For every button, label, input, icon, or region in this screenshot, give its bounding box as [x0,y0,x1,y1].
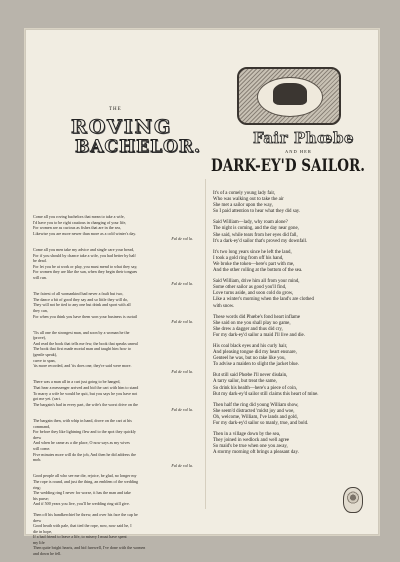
verse-line: For my dark-ey'd sailor so manly, true, and bold. [213,421,309,426]
refrain-line: Fal de ral la. [171,280,193,286]
verse-line: will come. [33,445,51,451]
verse-line: ring; [33,484,41,490]
verse-line: If a bad friend to leave a life, to misery I must have spent [33,534,127,540]
verse-line: For before they like lightning flew and to the spot they quickly [33,429,136,435]
refrain-line: Fal de ral la. [171,236,193,242]
left-stanza [33,473,201,507]
verse-line: The book that first made mortal man and taught him how to [33,346,131,352]
ballad-title-bachelor: BACHELOR. [75,137,201,157]
woodcut-figure [273,83,307,105]
verse-line: She said on me you shall play no game, [213,320,291,326]
verse-line: It's of a comely young lady fair, [213,191,276,196]
verse-line: Then off his handkerchief he threw, and over his face the cap he [33,511,138,517]
verse-line: But still said Phœbe I'll never disdain, [213,373,288,379]
refrain-line: Fal de ral la. [171,462,193,468]
verse-line: Said William—lady, why roam alone? [213,220,288,226]
verse-line: Then in a village down by the sea, [213,432,281,438]
left-stanza [33,247,201,286]
verse-line: These words did Phœbe's fond heart inflame [213,314,300,320]
right-stanza [213,220,377,244]
verse-line: The bargain's bad in every part, the wife's the worst drive on the [33,401,138,407]
verse-line: be dead. [33,258,47,264]
right-stanza [213,250,377,274]
verse-line: Good people all who see me die, rejoice, be glad, no longer my [33,473,137,479]
verse-line: Good heath with pale, that tied the rope, now, now said he, I [33,523,132,529]
verse-line: Oh, welcome, William, I've lands and gold, [213,414,298,420]
verse-line: But my dark-ey'd sailor still claims this heart of mine. [213,391,319,397]
verse-line: they can, [33,307,48,313]
verse-line: There was a man all in a cart just going to be hanged, [33,379,121,385]
verse-line: And read the book that tells me few, the book that speaks unreal [33,340,138,346]
verse-line: For women they are like the sun, when they begin their tongues [33,269,138,275]
refrain-line: Fal de ral la. [171,319,193,325]
verse-line: She drew a dagger and thus did cry, [213,326,283,332]
verse-line: For my dark-ey'd sailor a maid I'll live and die. [213,332,305,338]
right-stanza [213,191,377,215]
verse-line: Then half the ring did young William show, [213,402,299,408]
verse-line: I'd have you to be right cautious in changing of your life, [33,219,127,225]
column-divider [205,179,206,509]
verse-line: And pleasing tongue did my heart ensnare, [213,350,297,356]
refrain-line: Fal de ral la. [171,407,193,413]
verse-line: my life [33,539,45,545]
verse-line: A tarry sailor, but treat the same, [213,379,277,385]
verse-line: The rope is round, and just the thing, an emblem of the wedding [33,478,139,484]
verse-line: To advise a maiden to slight the jacket blue. [213,362,299,368]
verse-line: The bargain then, with whip in hand, drove on the cart at his [33,418,132,423]
verse-line: And the other rolling at the bottom of the sea. [213,268,303,274]
verse-line: with snow. [213,303,235,309]
verse-line: drew [33,434,42,440]
verse-line: Five minutes more will do the job, And then he did address the [33,451,136,457]
verse-line: (prove), [33,335,47,341]
verse-line: Some other sailor as good you'll find, [213,285,287,291]
verse-line: drew [33,517,42,523]
verse-line: Who was walking out to take the air [213,197,284,203]
verse-line: 'tis more recorded, and 'tis does one, they're said were more. [33,363,132,369]
right-ballad-verses [213,191,377,461]
broadside-sheet [24,28,380,557]
left-stanza [33,214,201,242]
verse-line: She met a sailor upon the way, [213,203,273,209]
verse-line: For when you think you have them won your business is curtail [33,313,138,319]
verse-line: The night is coming, and the day near gone, [213,226,299,232]
verse-line: 'Tis all one the strongest man, and soon by a woman he the [33,329,130,335]
refrain-line: Fal de ral la. [171,368,193,374]
verse-line: They will not be tied to any one but drink and sport with all [33,302,131,308]
ballad-title-dark-eyd-sailor: DARK-EY'D SAILOR. [211,156,365,176]
left-stanza [33,379,201,413]
verse-line: They joined in wedlock and well agree [213,438,290,444]
left-stanza [33,512,201,557]
verse-line: I took a gold ring from off his hand, [213,255,284,261]
left-stanza [33,418,201,468]
verse-line: So I paid attention to hear what they did say. [213,209,301,215]
ballad-title-and-her: AND HER [285,149,312,154]
verse-line: Genteel he was, but no rake like you, [213,356,286,362]
verse-line: She said, while tears from her eyes did fall, [213,232,298,238]
verse-line: It's a dark-ey'd sailor that's proved my downfall. [213,238,308,244]
verse-line: will run. [33,274,47,280]
verse-line: and down he fell. [33,551,62,557]
verse-line: Love turns aside, and soon cold do grow, [213,291,294,297]
verse-line: So maid's be true when one you away, [213,444,288,450]
verse-line: To marry a wife he would be quit, but you says he you have not [33,390,138,396]
verse-line: mob. [33,457,42,463]
verse-line: His coal black eyes and his curly hair, [213,343,288,349]
verse-line: Then quite bright hearts, and bid farewell, I've done with the women [33,545,146,551]
printer-emblem-icon [343,487,363,513]
right-stanza [213,279,377,309]
verse-line: And if 500 years you live, you'll be wedding ring still give. [33,501,130,507]
verse-line: The wedding ring I never for worse, it has the man and take [33,490,131,496]
ballad-title-the: THE [109,107,122,112]
ballad-title-fair-phoebe: Fair Phœbe [253,129,355,147]
verse-line: That hear a messenger arrived and bid the cart with him to stand [33,385,139,391]
verse-line: (gentle speak), [33,352,58,358]
ballad-title-roving: ROVING [71,116,173,138]
verse-line: Like a winter's morning when the land's are clothed [213,297,314,303]
verse-line: A stormy morning oft brings a pleasant day. [213,450,299,456]
verse-line: For if you should by chance take a wife, you had better by half [33,252,136,258]
verse-line: For women are as curious as fishes that are in the sea, [33,225,121,231]
left-stanza [33,291,201,325]
verse-line: The fairest of all womankind had never a fault but two, [33,291,124,297]
right-stanza [213,373,377,397]
verse-line: We broke the token—here's part with me, [213,261,295,267]
verse-line: die in hope, [33,528,53,534]
left-ballad-verses [33,214,201,562]
verse-line: got me yet. (cart. [33,396,61,402]
verse-line: his purse; [33,495,49,501]
verse-line: Come all you roving bachelors that mean to take a wife, [33,214,125,219]
verse-line: Said William, drive him all from your mind, [213,279,300,285]
verse-line: Likewise you are more newer than more as a cold winter's day. [33,230,137,236]
woodcut-illustration [237,67,341,125]
verse-line: Come all you men take my advice and single care your bread, [33,246,135,252]
verse-line: command, [33,423,51,429]
right-stanza [213,432,377,456]
verse-line: She seem'd distracted 'midst joy and woe, [213,408,295,414]
left-stanza [33,330,201,375]
right-stanza [213,344,377,368]
verse-line: It's two long years since he left the land, [213,249,292,255]
verse-line: The dance a bit of good they say and so little they will do, [33,296,129,302]
verse-line: For let you be at work or play, you must mend to what they say, [33,263,138,269]
verse-line: And when he came as a die place, O now says as my wives [33,440,130,446]
verse-line: carve to span, [33,357,56,363]
right-stanza [213,403,377,427]
verse-line: So drink his health—here's a piece of coin, [213,385,297,391]
right-stanza [213,315,377,339]
